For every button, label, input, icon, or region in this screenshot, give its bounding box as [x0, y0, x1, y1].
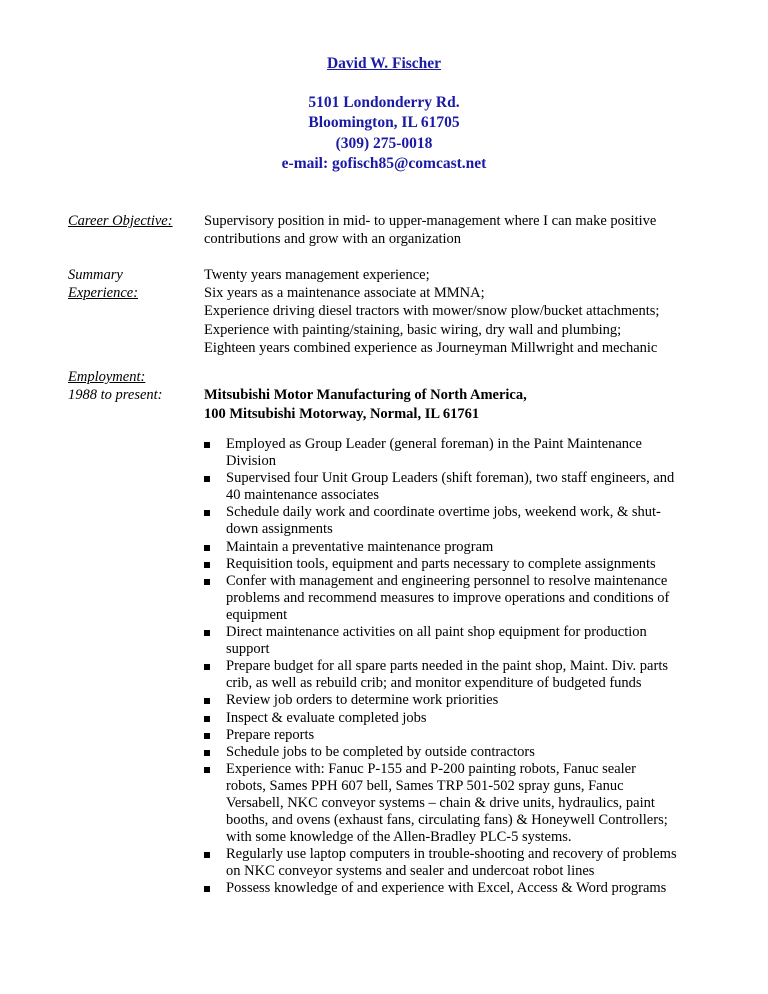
duty-line: Possess knowledge of and experience with Excel, Access & Word programs — [226, 880, 667, 897]
duty-line: down assignments — [226, 521, 333, 538]
duty-line: Schedule jobs to be completed by outside contractors — [226, 743, 535, 760]
duty-line: support — [226, 641, 270, 658]
duty-line: Employed as Group Leader (general foreman) in the Paint Maintenance — [226, 436, 642, 452]
duty-item — [204, 744, 704, 761]
phone-number: (309) 275-0018 — [335, 135, 433, 152]
square-bullet-icon — [204, 545, 210, 551]
duty-item — [204, 727, 704, 744]
duty-line: equipment — [226, 606, 288, 623]
square-bullet-icon — [204, 510, 210, 516]
square-bullet-icon — [204, 562, 210, 568]
summary-label: Summary — [68, 267, 123, 283]
duty-line: Requisition tools, equipment and parts necessary to complete assignments — [226, 555, 656, 572]
duty-line: crib, as well as rebuild crib; and monitor expenditure of budgeted funds — [226, 675, 642, 692]
summary-line: Twenty years management experience; — [204, 267, 430, 283]
employer-name: Mitsubishi Motor Manufacturing of North America, — [204, 387, 527, 403]
square-bullet-icon — [204, 767, 210, 773]
duty-line: Maintain a preventative maintenance program — [226, 538, 494, 555]
duty-line: Versabell, NKC conveyor systems – chain & drive units, hydraulics, paint — [226, 794, 655, 811]
duty-item — [204, 470, 704, 504]
summary-line: Experience driving diesel tractors with mower/snow plow/bucket attachments; — [204, 303, 660, 320]
duty-line: Experience with: Fanuc P-155 and P-200 painting robots, Fanuc sealer — [226, 760, 636, 777]
square-bullet-icon — [204, 733, 210, 739]
duty-line: Inspect & evaluate completed jobs — [226, 709, 427, 726]
duty-item — [204, 504, 704, 538]
employment-label: Employment: — [68, 369, 146, 385]
duty-line: Review job orders to determine work priorities — [226, 692, 499, 709]
duty-line: with some knowledge of the Allen-Bradley PLC-5 systems. — [226, 829, 572, 846]
square-bullet-icon — [204, 442, 210, 448]
duty-line: Schedule daily work and coordinate overtime jobs, weekend work, & shut- — [226, 504, 661, 521]
duty-line: Confer with management and engineering personnel to resolve maintenance — [226, 572, 668, 589]
duty-item — [204, 880, 704, 897]
duty-line: problems and recommend measures to improve operations and conditions of — [226, 589, 670, 606]
square-bullet-icon — [204, 630, 210, 636]
square-bullet-icon — [204, 716, 210, 722]
summary-line: Experience with painting/staining, basic wiring, dry wall and plumbing; — [204, 321, 622, 338]
duty-line: Direct maintenance activities on all paint shop equipment for production — [226, 624, 647, 641]
duty-item — [204, 761, 704, 846]
duty-item — [204, 573, 704, 624]
square-bullet-icon — [204, 698, 210, 704]
candidate-name: David W. Fischer — [326, 55, 442, 72]
duty-line: Regularly use laptop computers in trouble-shooting and recovery of problems — [226, 846, 677, 863]
square-bullet-icon — [204, 852, 210, 858]
duties-list — [204, 436, 704, 898]
summary-line: Six years as a maintenance associate at MMNA; — [204, 285, 485, 302]
duty-item — [204, 710, 704, 727]
duty-item — [204, 539, 704, 556]
square-bullet-icon — [204, 579, 210, 585]
duty-item — [204, 846, 704, 880]
email-address: e-mail: gofisch85@comcast.net — [281, 155, 487, 172]
square-bullet-icon — [204, 750, 210, 756]
duty-line: Division — [226, 453, 276, 470]
duty-line: on NKC conveyor systems and sealer and undercoat robot lines — [226, 863, 595, 880]
address-line-1: 5101 Londonderry Rd. — [308, 94, 460, 111]
career-objective-line: Supervisory position in mid- to upper-management where I can make positive — [204, 213, 657, 229]
square-bullet-icon — [204, 886, 210, 892]
duty-item — [204, 556, 704, 573]
duty-line: robots, Sames PPH 607 bell, Sames TRP 501-502 spray guns, Fanuc — [226, 777, 624, 794]
address-line-2: Bloomington, IL 61705 — [308, 114, 460, 131]
employer-block — [204, 386, 527, 424]
career-objective-text — [204, 212, 704, 248]
duty-line: Prepare reports — [226, 726, 315, 743]
summary-text — [204, 266, 704, 357]
duty-line: booths, and ovens (exhaust fans, circulating fans) & Honeywell Controllers; — [226, 812, 668, 829]
duty-line: 40 maintenance associates — [226, 487, 379, 504]
employer-address: 100 Mitsubishi Motorway, Normal, IL 61761 — [204, 406, 480, 422]
duty-item — [204, 692, 704, 709]
duty-line: Prepare budget for all spare parts needed in the paint shop, Maint. Div. parts — [226, 658, 668, 675]
duty-item — [204, 624, 704, 658]
summary-line: Eighteen years combined experience as Journeyman Millwright and mechanic — [204, 339, 658, 356]
duty-line: Supervised four Unit Group Leaders (shift foreman), two staff engineers, and — [226, 470, 675, 487]
square-bullet-icon — [204, 664, 210, 670]
duty-item — [204, 658, 704, 692]
career-objective-label: Career Objective: — [68, 213, 173, 229]
career-objective-line: contributions and grow with an organization — [204, 231, 462, 248]
experience-label: Experience: — [68, 285, 139, 301]
square-bullet-icon — [204, 476, 210, 482]
duty-item — [204, 436, 704, 470]
employment-period: 1988 to present: — [68, 387, 163, 403]
